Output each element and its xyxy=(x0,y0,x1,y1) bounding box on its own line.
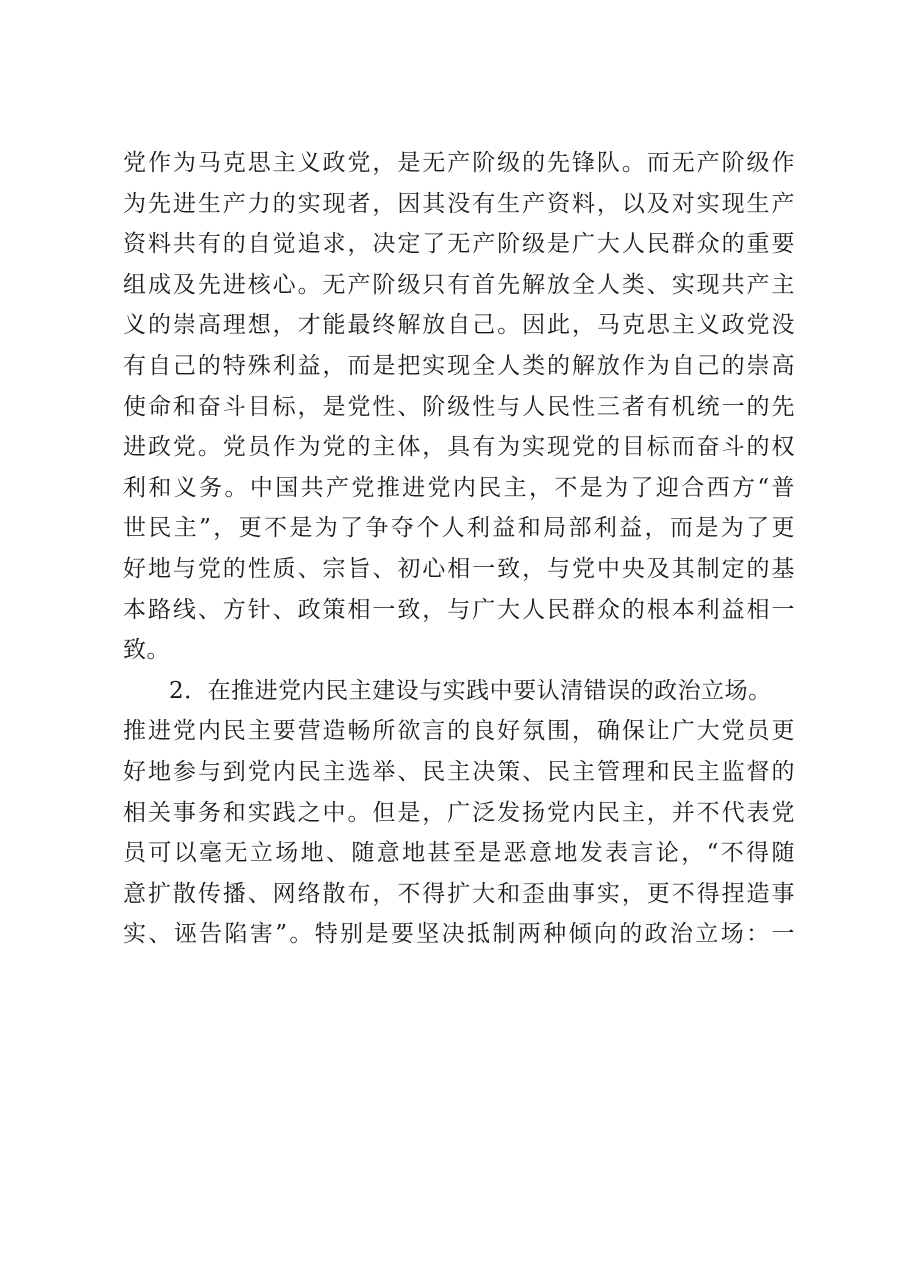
text-line: 进政党。党员作为党的主体，具有为实现党的目标而奋斗的权 xyxy=(123,434,795,461)
text-line: 致。 xyxy=(123,637,170,664)
text-line: 好地参与到党内民主选举、民主决策、民主管理和民主监督的 xyxy=(123,758,795,785)
text-line: 有自己的特殊利益，而是把实现全人类的解放作为自己的崇高 xyxy=(123,352,795,379)
text-line: 组成及先进核心。无产阶级只有首先解放全人类、实现共产主 xyxy=(123,271,795,298)
body-text xyxy=(123,143,795,955)
text-line: 为先进生产力的实现者，因其没有生产资料，以及对实现生产 xyxy=(123,190,795,217)
text-line: 世民主”，更不是为了争夺个人利益和局部利益，而是为了更 xyxy=(123,515,795,542)
text-line: 党作为马克思主义政党，是无产阶级的先锋队。而无产阶级作 xyxy=(123,150,795,176)
text-line: 本路线、方针、政策相一致，与广大人民群众的根本利益相一 xyxy=(123,596,795,623)
text-line: 利和义务。中国共产党推进党内民主，不是为了迎合西方“普 xyxy=(123,474,795,501)
text-line: 相关事务和实践之中。但是，广泛发扬党内民主，并不代表党 xyxy=(123,799,795,826)
text-line: 实、诬告陷害”。特别是要坚决抵制两种倾向的政治立场：一 xyxy=(123,921,795,948)
text-line: 意扩散传播、网络散布，不得扩大和歪曲事实，更不得捏造事 xyxy=(123,880,795,907)
text-line: 使命和奋斗目标，是党性、阶级性与人民性三者有机统一的先 xyxy=(123,393,795,420)
text-line: 义的崇高理想，才能最终解放自己。因此，马克思主义政党没 xyxy=(123,312,795,339)
text-line: 好地与党的性质、宗旨、初心相一致，与党中央及其制定的基 xyxy=(123,555,795,582)
text-line: 员可以毫无立场地、随意地甚至是恶意地发表言论，“不得随 xyxy=(123,840,795,867)
text-line: 资料共有的自觉追求，决定了无产阶级是广大人民群众的重要 xyxy=(123,231,795,258)
section-heading-line: 2．在推进党内民主建设与实践中要认清错误的政治立场。 xyxy=(169,677,772,704)
text-line: 推进党内民主要营造畅所欲言的良好氛围，确保让广大党员更 xyxy=(123,718,795,745)
